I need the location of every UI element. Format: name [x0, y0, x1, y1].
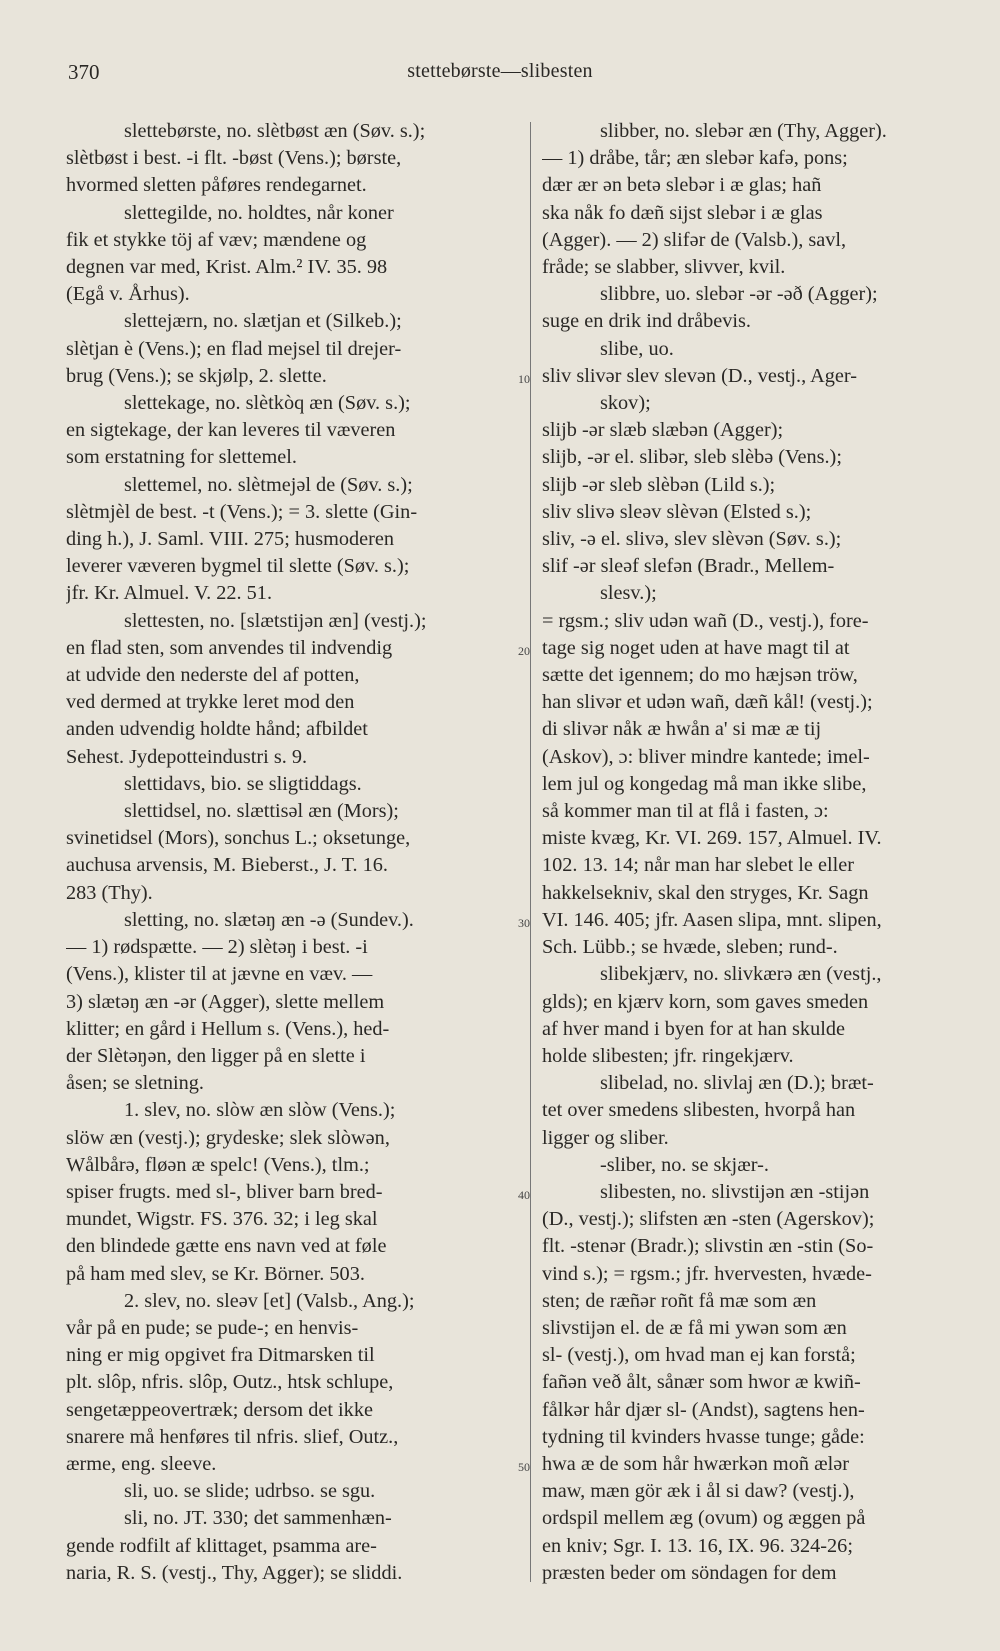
text-line: dær ær ən betə slebər i æ glas; hañ: [542, 174, 822, 197]
text-line: 3) slætəŋ æn -ər (Agger), slette mellem: [66, 990, 385, 1013]
text-line: slettegilde, no. holdtes, når koner: [124, 201, 394, 224]
column-rule: [530, 122, 531, 1582]
text-line: naria, R. S. (vestj., Thy, Agger); se sliddi.: [66, 1561, 403, 1584]
text-line: brug (Vens.); se skjølp, 2. slette.: [66, 364, 327, 387]
text-line: af hver mand i byen for at han skulde: [542, 1017, 845, 1040]
text-line: slètbøst i best. -i flt. -bøst (Vens.); børste,: [66, 147, 402, 170]
line-number: 40: [518, 1187, 530, 1202]
text-line: spiser frugts. med sl-, bliver barn bred-: [66, 1180, 383, 1203]
text-line: han slivər et udən wañ, dæñ kål! (vestj.);: [542, 691, 873, 714]
text-line: slibelad, no. slivlaj æn (D.); bræt-: [600, 1072, 874, 1095]
page-number: 370: [68, 60, 100, 84]
text-line: sliv slivə sleəv slèvən (Elsted s.);: [542, 500, 812, 523]
text-line: tydning til kvinders hvasse tunge; gåde:: [542, 1425, 865, 1448]
text-line: jfr. Kr. Almuel. V. 22. 51.: [66, 582, 273, 605]
text-line: slif -ər sleəf slefən (Bradr., Mellem-: [542, 555, 835, 578]
text-line: sliv, -ə el. slivə, slev slèvən (Søv. s.);: [542, 528, 842, 551]
text-line: glds); en kjærv korn, som gaves smeden: [542, 990, 869, 1013]
text-line: (Agger). — 2) slifər de (Valsb.), savl,: [542, 228, 847, 251]
text-line: 102. 13. 14; når man har slebet le eller: [542, 854, 855, 877]
text-line: klitter; en gård i Hellum s. (Vens.), hed-: [66, 1017, 390, 1040]
text-line: auchusa arvensis, M. Bieberst., J. T. 16.: [66, 854, 389, 877]
left-column: [66, 118, 518, 1587]
text-line: en sigtekage, der kan leveres til væveren: [66, 419, 396, 442]
text-line: fålkər hår djær sl- (Andst), sagtens hen-: [542, 1398, 865, 1421]
text-line: slijb -ər sleb slèbən (Lild s.);: [542, 473, 776, 496]
text-line: slöw æn (vestj.); grydeske; slek slòwən,: [66, 1126, 390, 1149]
text-line: at udvide den nederste del af potten,: [66, 664, 360, 687]
text-line: præsten beder om söndagen for dem: [542, 1561, 837, 1584]
text-line: slettesten, no. [slætstijən æn] (vestj.);: [124, 609, 427, 632]
text-line: fik et stykke töj af væv; mændene og: [66, 228, 367, 251]
text-line: slibesten, no. slivstijən æn -stijən: [600, 1180, 870, 1203]
text-line: slibekjærv, no. slivkærə æn (vestj.,: [600, 963, 882, 986]
text-line: — 1) rødspætte. — 2) slètəŋ i best. -i: [66, 936, 368, 959]
text-line: sl- (vestj.), om hvad man ej kan forstå;: [542, 1344, 856, 1367]
text-line: en kniv; Sgr. I. 13. 16, IX. 96. 324-26;: [542, 1534, 853, 1557]
text-line: den blindede gætte ens navn ved at føle: [66, 1235, 387, 1258]
text-line: slettejærn, no. slætjan et (Silkeb.);: [124, 310, 402, 333]
text-line: en flad sten, som anvendes til indvendig: [66, 636, 393, 659]
text-line: sten; de ræñər roñt få mæ som æn: [542, 1289, 817, 1312]
text-line: slijb, -ər el. slibər, sleb slèbə (Vens.);: [542, 446, 842, 469]
text-line: på ham med slev, se Kr. Börner. 503.: [66, 1262, 365, 1285]
text-line: slesv.);: [600, 582, 657, 605]
text-line: slettidsel, no. slættisəl æn (Mors);: [124, 800, 399, 823]
text-line: Sehest. Jydepotteindustri s. 9.: [66, 745, 308, 768]
text-line: fråde; se slabber, slivver, kvil.: [542, 256, 786, 279]
text-line: ligger og sliber.: [542, 1126, 669, 1149]
text-line: lem jul og kongedag må man ikke slibe,: [542, 772, 867, 795]
text-line: 1. slev, no. slòw æn slòw (Vens.);: [124, 1099, 396, 1122]
text-line: der Slètəŋən, den ligger på en slette i: [66, 1044, 366, 1067]
line-number: 50: [518, 1459, 530, 1474]
text-line: slettidavs, bio. se sligtiddags.: [124, 772, 362, 795]
text-line: skov);: [600, 392, 651, 415]
line-number: 20: [518, 643, 530, 658]
text-line: -sliber, no. se skjær-.: [600, 1153, 769, 1176]
text-line: holde slibesten; jfr. ringekjærv.: [542, 1044, 794, 1067]
text-line: 2. slev, no. sleəv [et] (Valsb., Ang.);: [124, 1289, 415, 1312]
text-line: slijb -ər slæb slæbən (Agger);: [542, 419, 784, 442]
text-line: slètmjèl de best. -t (Vens.); = 3. slette (Gin-: [66, 500, 418, 523]
text-line: (Vens.), klister til at jævne en væv. —: [66, 963, 373, 986]
text-line: Wålbårə, fløən æ spelc! (Vens.), tlm.;: [66, 1153, 370, 1176]
text-line: slètjan è (Vens.); en flad mejsel til drejer-: [66, 337, 402, 360]
text-line: som erstatning for slettemel.: [66, 446, 297, 469]
text-line: gende rodfilt af klittaget, psamma are-: [66, 1534, 377, 1557]
text-line: VI. 146. 405; jfr. Aasen slipa, mnt. slipen,: [542, 908, 882, 931]
text-line: maw, mæn gör æk i ål si daw? (vestj.),: [542, 1480, 855, 1503]
text-line: slettebørste, no. slètbøst æn (Søv. s.);: [124, 120, 426, 142]
text-line: degnen var med, Krist. Alm.² IV. 35. 98: [66, 256, 388, 279]
text-line: (Askov), ɔ: bliver mindre kantede; imel-: [542, 745, 870, 768]
text-line: slettemel, no. slètmejəl de (Søv. s.);: [124, 473, 413, 496]
text-line: slibber, no. slebər æn (Thy, Agger).: [600, 120, 887, 142]
right-column: [542, 118, 970, 1587]
text-line: slivstijən el. de æ få mi ywən som æn: [542, 1316, 847, 1339]
text-line: sli, no. JT. 330; det sammenhæn-: [124, 1507, 392, 1530]
text-line: anden udvendig holdte hånd; afbildet: [66, 718, 368, 741]
text-line: åsen; se sletning.: [66, 1072, 204, 1095]
text-line: så kommer man til at flå i fasten, ɔ:: [542, 800, 829, 823]
text-line: ding h.), J. Saml. VIII. 275; husmoderen: [66, 528, 395, 551]
text-line: (D., vestj.); slifsten æn -sten (Agerskov);: [542, 1208, 875, 1231]
text-line: — 1) dråbe, tår; æn slebər kafə, pons;: [542, 147, 848, 170]
text-line: (Egå v. Århus).: [66, 283, 190, 306]
text-line: sletting, no. slætəŋ æn -ə (Sundev.).: [124, 908, 414, 931]
text-line: snarere må henføres til nfris. slief, Outz.,: [66, 1425, 399, 1448]
text-line: hakkelsekniv, skal den stryges, Kr. Sagn: [542, 881, 869, 904]
text-line: vår på en pude; se pude-; en henvis-: [66, 1316, 359, 1339]
text-line: Sch. Lübb.; se hvæde, sleben; rund-.: [542, 936, 838, 959]
text-line: ning er mig opgivet fra Ditmarsken til: [66, 1344, 375, 1367]
text-line: vind s.); = rgsm.; jfr. hvervesten, hvæde-: [542, 1262, 872, 1285]
running-head: stettebørste—slibesten: [407, 60, 593, 82]
text-line: sliv slivər slev slevən (D., vestj., Ager-: [542, 364, 858, 387]
text-line: sætte det igennem; do mo hæjsən tröw,: [542, 664, 858, 687]
text-line: 283 (Thy).: [66, 881, 153, 904]
line-number: 10: [518, 371, 530, 386]
text-line: ska nåk fo dæñ sijst slebər i æ glas: [542, 201, 823, 224]
text-line: svinetidsel (Mors), sonchus L.; oksetunge,: [66, 827, 411, 850]
text-line: sli, uo. se slide; udrbso. se sgu.: [124, 1480, 376, 1503]
text-line: tage sig noget uden at have magt til at: [542, 636, 850, 659]
line-number: 30: [518, 915, 530, 930]
text-line: hvormed sletten påføres rendegarnet.: [66, 174, 367, 197]
text-line: di slivər nåk æ hwån a' si mæ æ tij: [542, 718, 822, 741]
text-line: fañən veð ålt, sånær som hwor æ kwiñ-: [542, 1371, 861, 1394]
text-line: slibe, uo.: [600, 337, 674, 360]
text-line: ved dermed at trykke leret mod den: [66, 691, 355, 714]
text-line: plt. slôp, nfris. slôp, Outz., htsk schlupe,: [66, 1371, 394, 1394]
text-line: suge en drik ind dråbevis.: [542, 310, 751, 333]
text-line: miste kvæg, Kr. VI. 269. 157, Almuel. IV.: [542, 827, 882, 850]
text-line: hwa æ de som hår hwærkən moñ ælər: [542, 1452, 849, 1475]
text-line: mundet, Wigstr. FS. 376. 32; i leg skal: [66, 1208, 378, 1231]
text-line: leverer væveren bygmel til slette (Søv. s.);: [66, 555, 410, 578]
text-line: slibbre, uo. slebər -ər -əð (Agger);: [600, 283, 878, 306]
text-line: tet over smedens slibesten, hvorpå han: [542, 1099, 856, 1122]
text-line: ærme, eng. sleeve.: [66, 1452, 217, 1475]
text-line: flt. -stenər (Bradr.); slivstin æn -stin (So-: [542, 1235, 874, 1258]
text-line: sengetæppeovertræk; dersom det ikke: [66, 1398, 373, 1421]
text-line: ordspil mellem æg (ovum) og æggen på: [542, 1507, 866, 1530]
text-line: = rgsm.; sliv udən wañ (D., vestj.), fore-: [542, 609, 869, 632]
text-line: slettekage, no. slètkòq æn (Søv. s.);: [124, 392, 411, 415]
